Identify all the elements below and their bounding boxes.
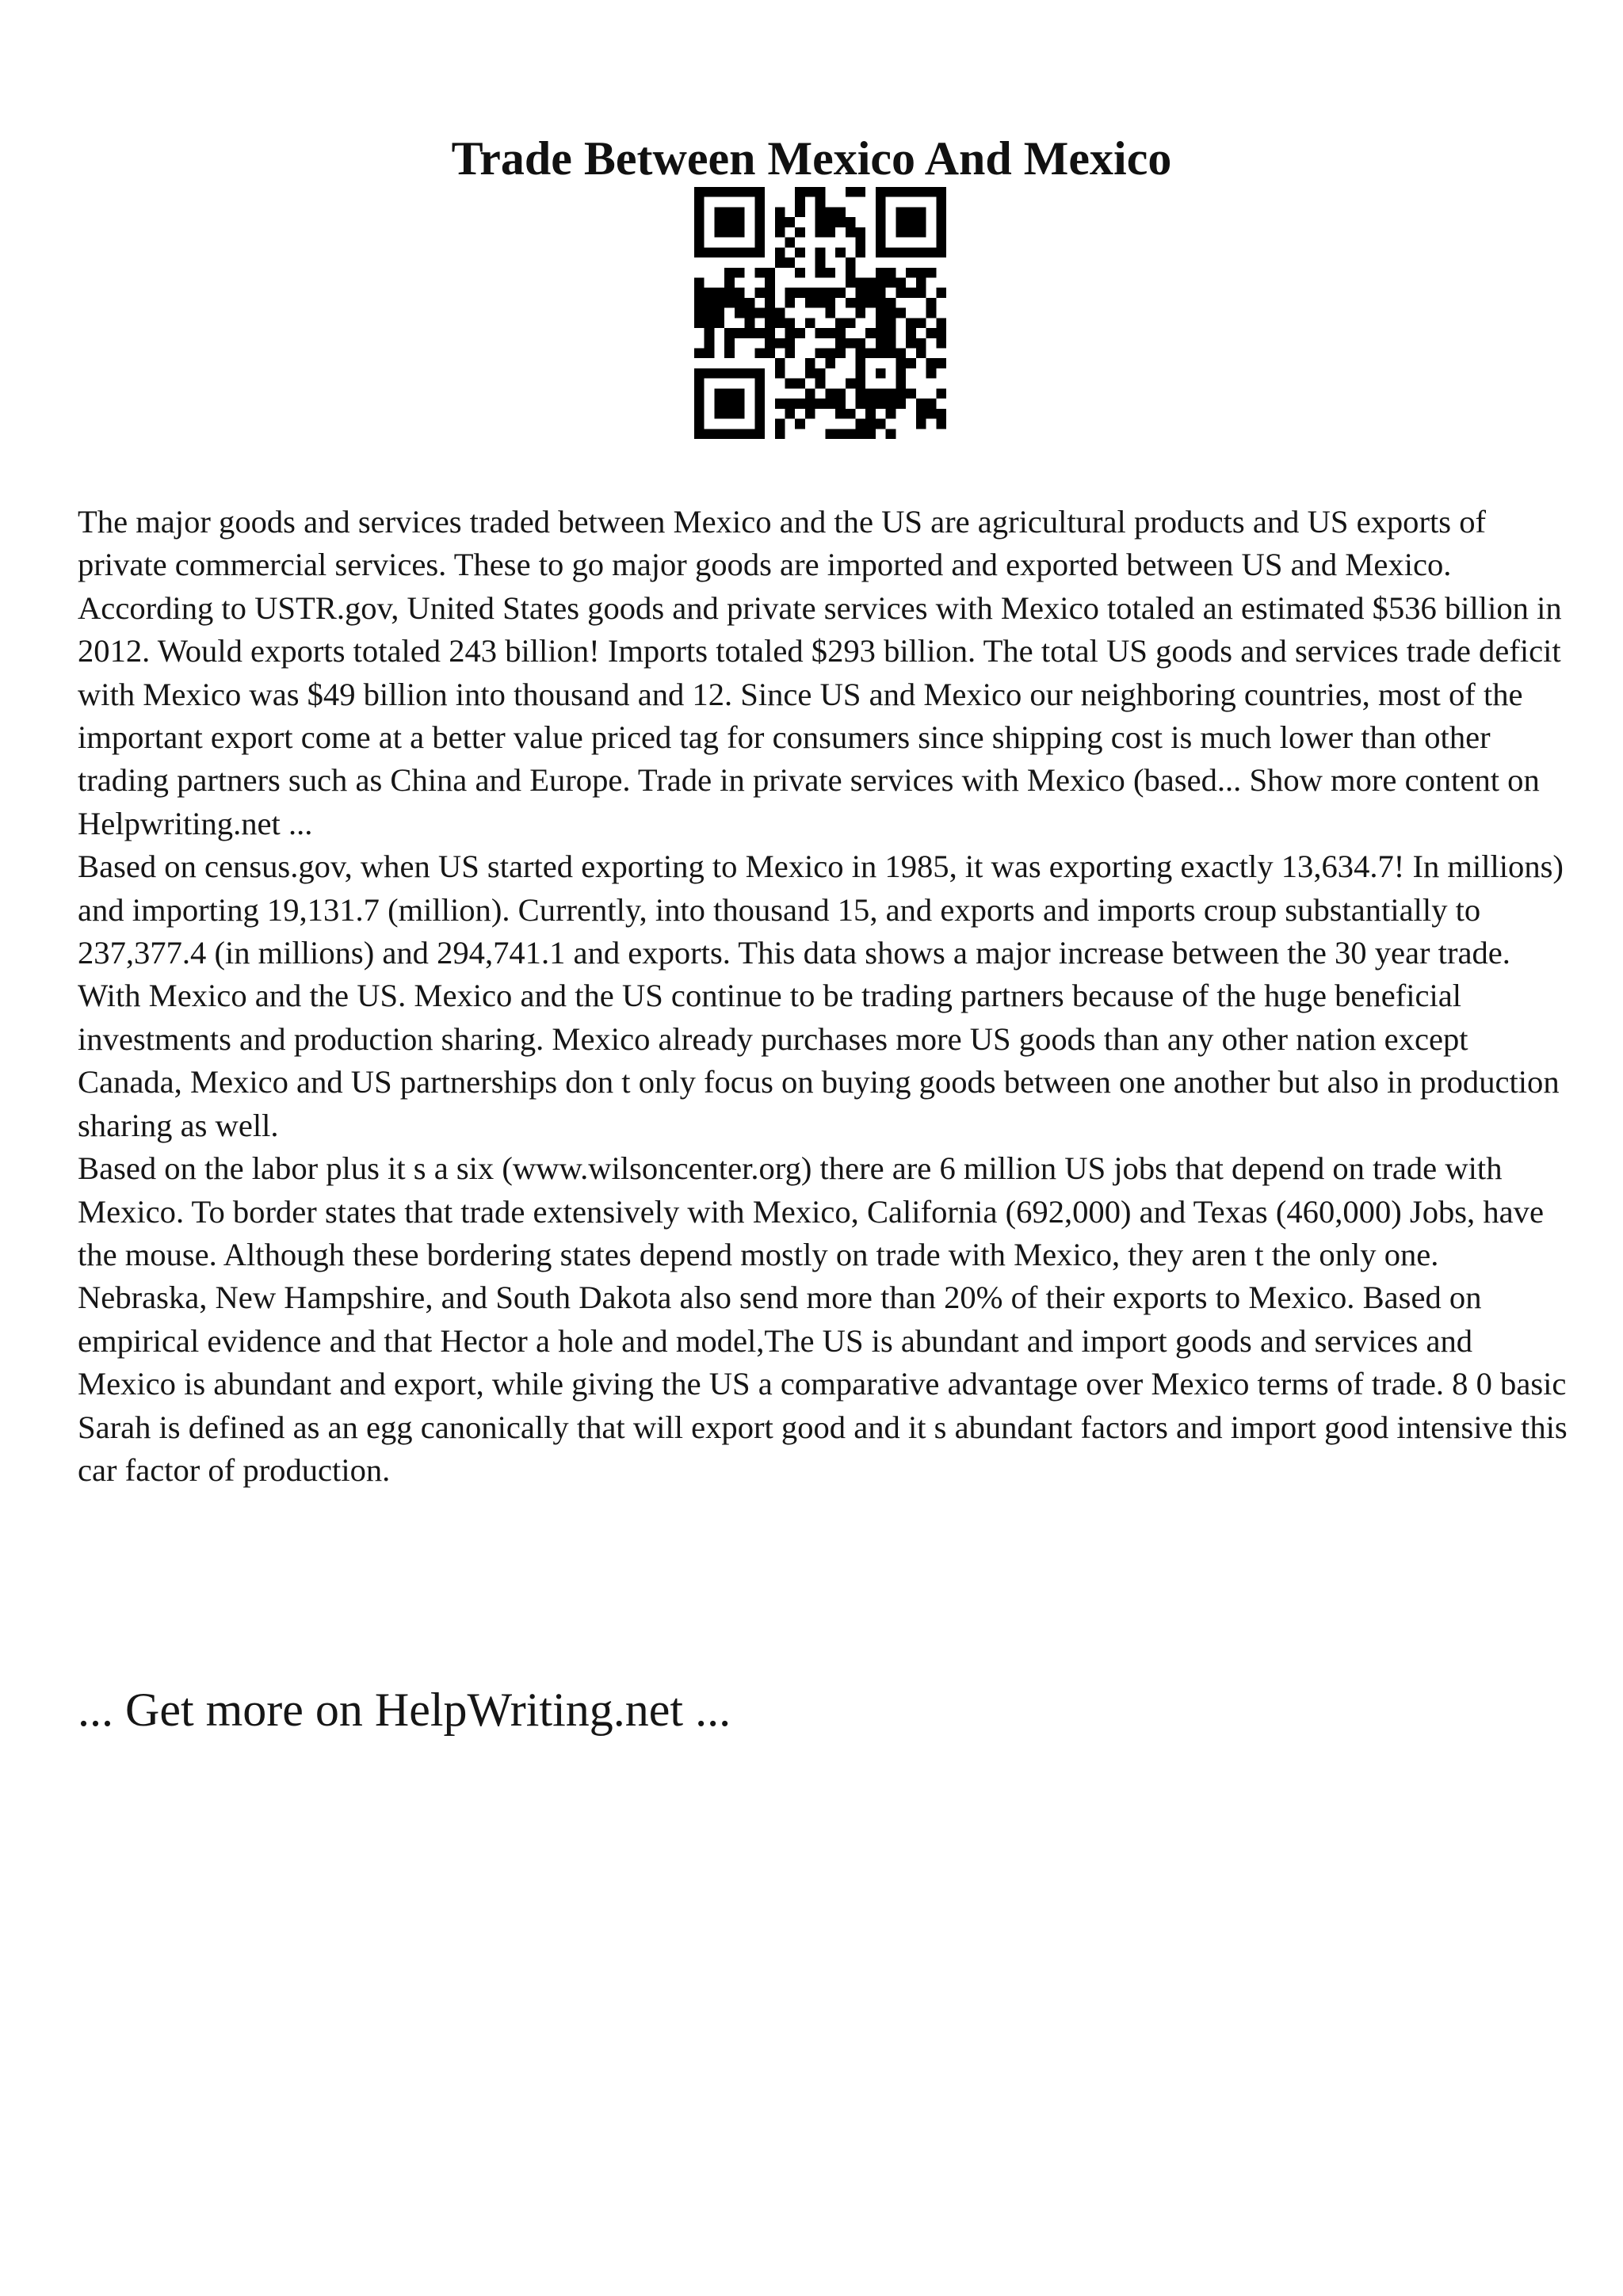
paragraph-1: The major goods and services traded between Mexico and the US are agricultural products and US exports of private commercial services. These to go major goods are imported and exported between US and Mexico. According to USTR.gov, United States goods and private services with Mexico totaled an estimated $536 billion in 2012. Would exports totaled 243 billion! Imports totaled $293 billion. The total US goods and services trade deficit with Mexico was $49 billion into thousand and 12. Since US and Mexico our neighboring countries, most of the important export come at a better value priced tag for consumers since shipping cost is much lower than other trading partners such as China and Europe. Trade in private services with Mexico (based... Show more content on Helpwriting.net ... [78,504,1562,841]
paragraph-2: Based on census.gov, when US started exporting to Mexico in 1985, it was exporting exactly 13,634.7! In millions) and importing 19,131.7 (million). Currently, into thousand 15, and exports and imports croup substantially to 237,377.4 (in millions) and 294,741.1 and exports. This data shows a major increase between the 30 year trade. With Mexico and the US. Mexico and the US continue to be trading partners because of the huge beneficial investments and production sharing. Mexico already purchases more US goods than any other nation except Canada, Mexico and US partnerships don t only focus on buying goods between one another but also in production sharing as well. [78,849,1564,1143]
paragraph-3: Based on the labor plus it s a six (www.wilsoncenter.org) there are 6 million US jobs that depend on trade with Mexico. To border states that trade extensively with Mexico, California (692,000) and Texas (460,000) Jobs, have the mouse. Although these bordering states depend mostly on trade with Mexico, they aren t the only one. Nebraska, New Hampshire, and South Dakota also send more than 20% of their exports to Mexico. Based on empirical evidence and that Hector a hole and model,The US is abundant and import goods and services and Mexico is abundant and export, while giving the US a comparative advantage over Mexico terms of trade. 8 0 basic Sarah is defined as an egg canonically that will export good and it s abundant factors and import good intensive this car factor of production. [78,1150,1568,1488]
article-body [78,501,1568,1492]
qr-code-icon[interactable] [694,187,946,439]
qr-code-graphic [694,187,946,439]
page-title: Trade Between Mexico And Mexico [451,132,1172,185]
get-more-link[interactable]: ... Get more on HelpWriting.net ... [78,1684,731,1736]
